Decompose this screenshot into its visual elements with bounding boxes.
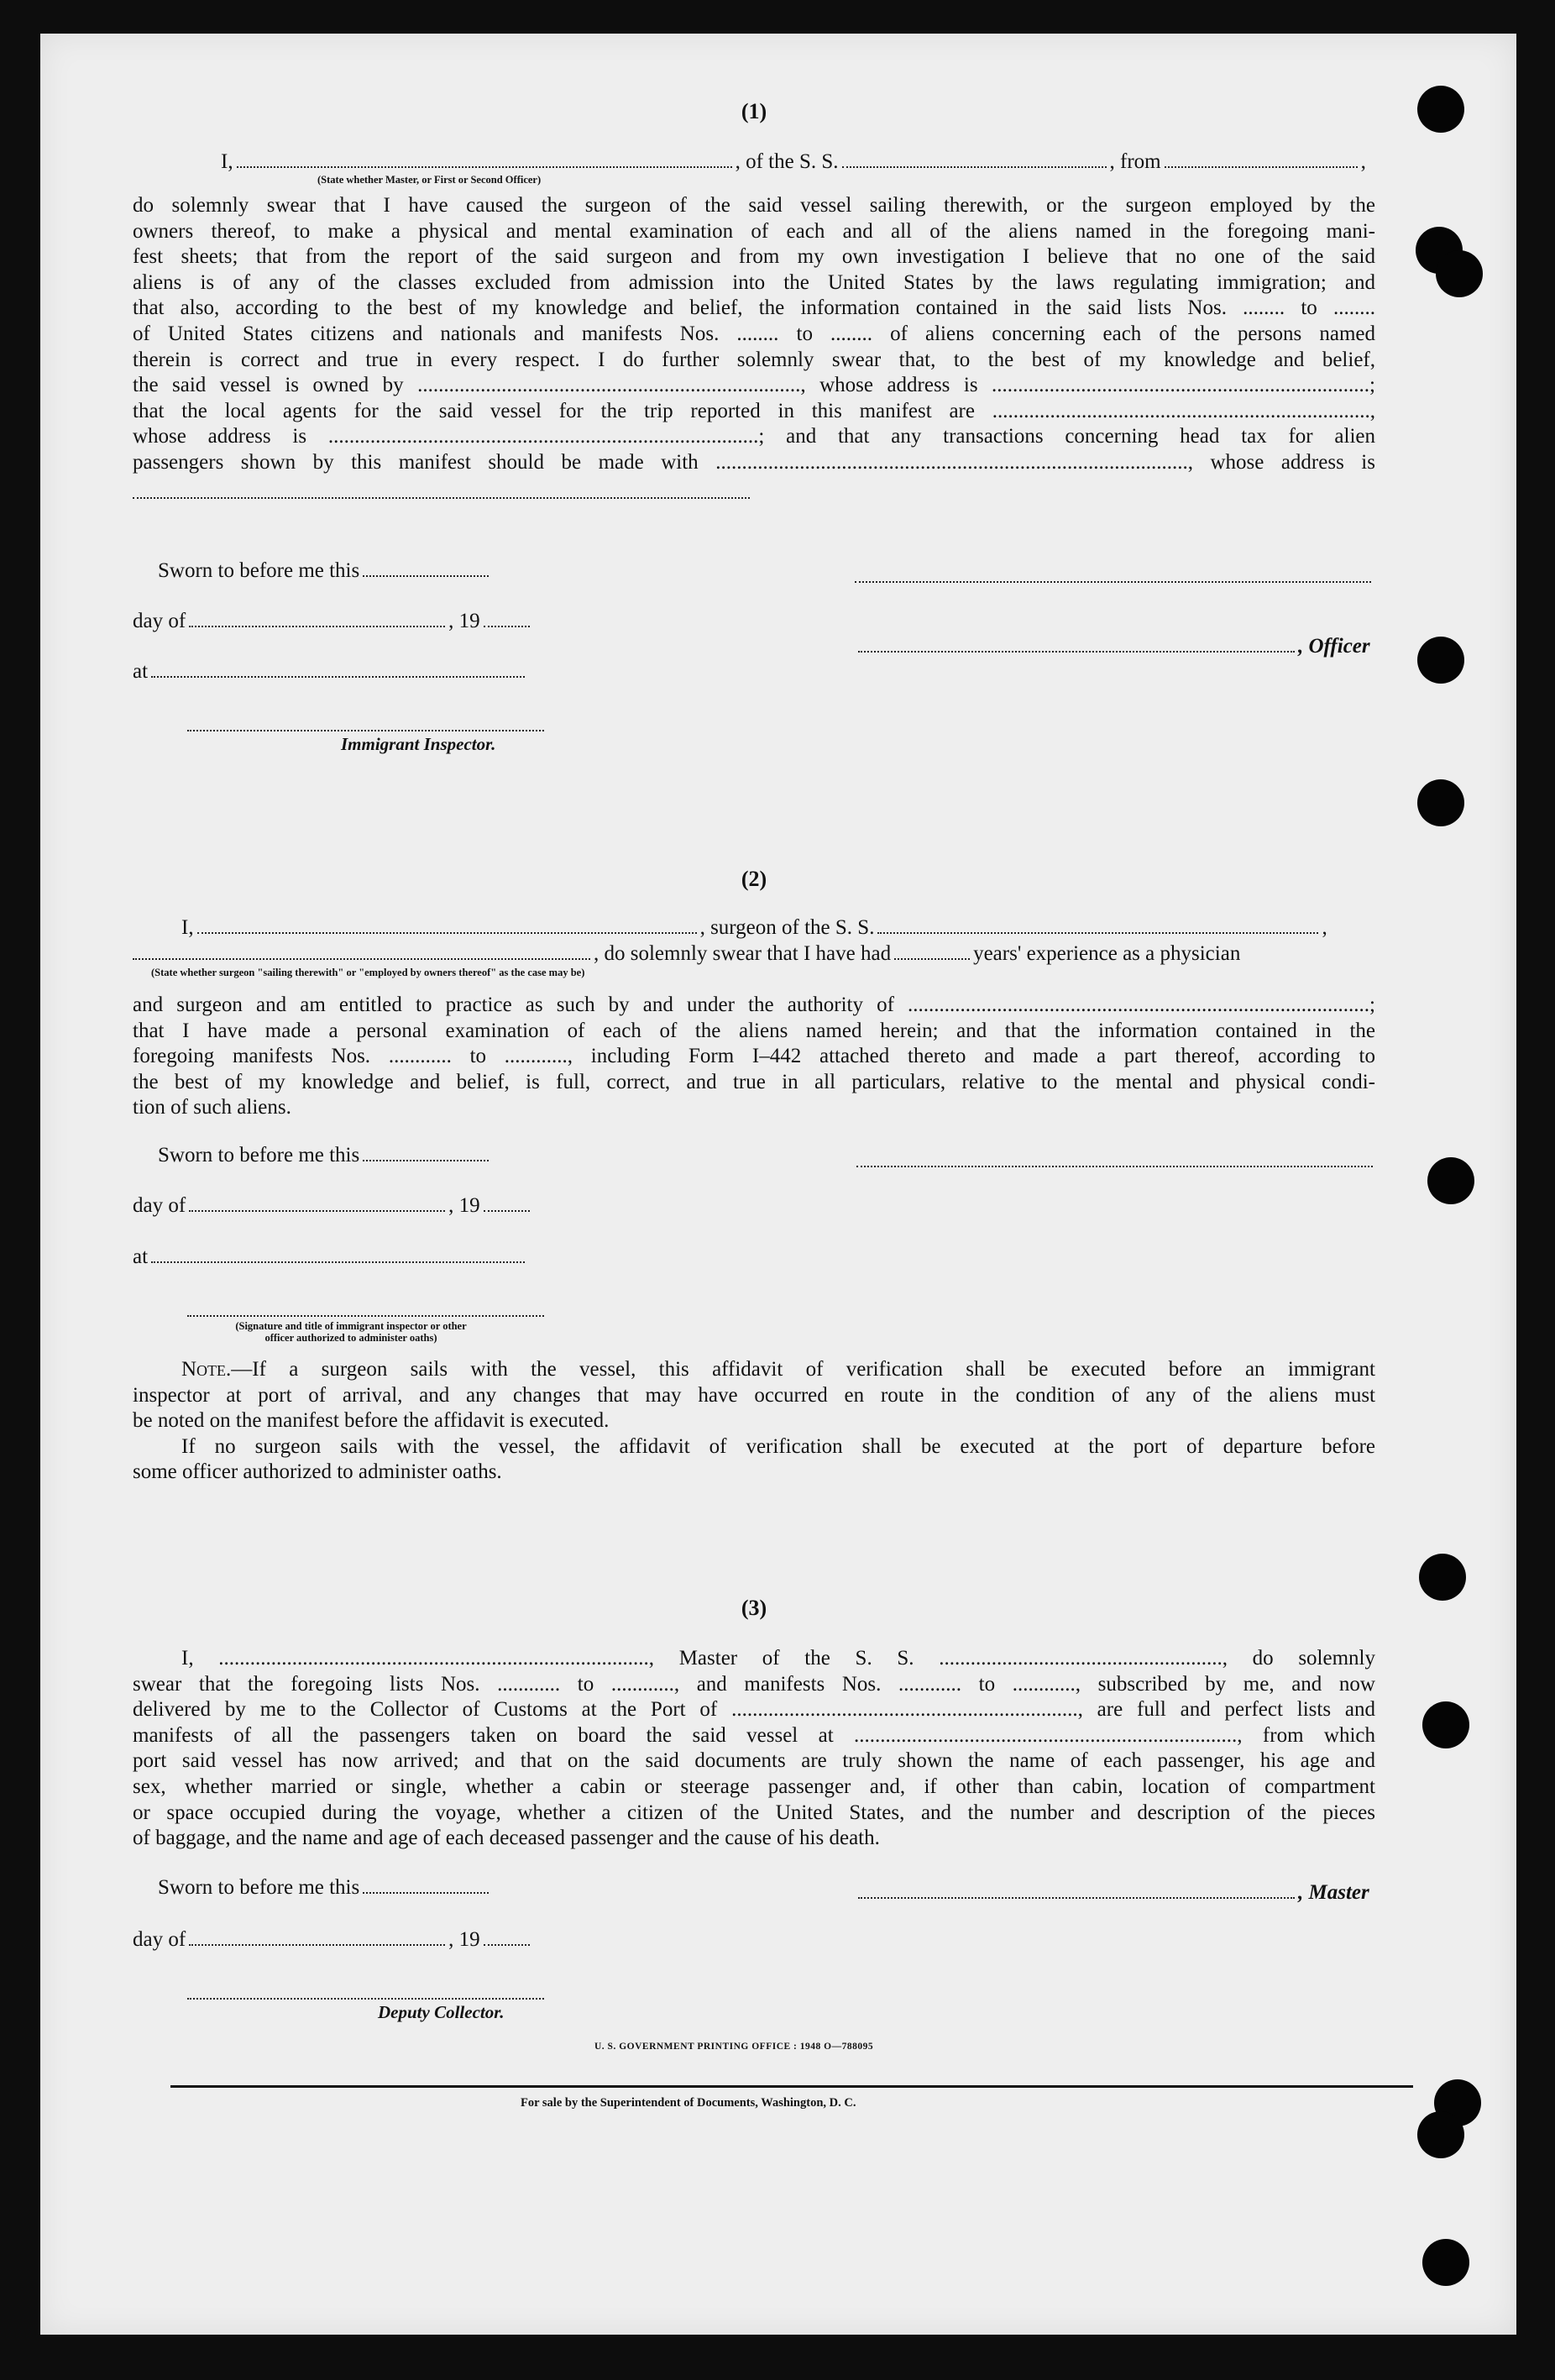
body-line: port said vessel has now arrived; and that on the said documents are truly shown the name of each passenger, his age and bbox=[133, 1749, 1375, 1773]
at-label: at bbox=[133, 660, 149, 683]
section-1-body bbox=[133, 193, 1375, 476]
body-line: foregoing manifests Nos. ............ to ............, including Form I–442 attached thereto and made a part thereof, according to bbox=[133, 1045, 1375, 1068]
inspector-signature-line[interactable] bbox=[187, 1315, 544, 1317]
note-line bbox=[133, 1357, 1375, 1383]
sworn-label: Sworn to before me this bbox=[158, 1876, 360, 1899]
body-line: aliens is of any of the classes excluded from admission into the United States by the laws regulating immigration; and bbox=[133, 270, 1375, 294]
body-line: swear that the foregoing lists Nos. ............ to ............, and manifests Nos. ............ to ............, subscribed by me, and now bbox=[133, 1672, 1375, 1696]
at-place-field[interactable] bbox=[151, 675, 525, 678]
address-continuation-field[interactable] bbox=[133, 497, 750, 499]
body-line: I, .................................................................................., Master of the S. S. ......................................................, do solemnly bbox=[181, 1647, 1375, 1670]
at-label: at bbox=[133, 1245, 149, 1268]
section-1-number: (1) bbox=[741, 99, 767, 123]
sworn-day-field[interactable] bbox=[363, 574, 489, 577]
note-text: If no surgeon sails with the vessel, the affidavit of verification shall be executed at the port of departure before bbox=[181, 1434, 1375, 1458]
body-line: sex, whether married or single, whether a cabin or steerage passenger and, if other than cabin, location of compartment bbox=[133, 1775, 1375, 1798]
section-2-number: (2) bbox=[741, 867, 767, 891]
body-line: manifests of all the passengers taken on board the said vessel at ........................................................................., from which bbox=[133, 1723, 1375, 1747]
punch-hole bbox=[1419, 1554, 1466, 1601]
section-2-line-1 bbox=[133, 915, 1375, 941]
body-line: owners thereof, to make a physical and mental examination of each and all of the aliens named in the foregoing mani- bbox=[133, 219, 1375, 243]
body-line: therein is correct and true in every respect. I do further solemnly swear that, to the best of my knowledge and belief, bbox=[133, 348, 1375, 371]
month-field[interactable] bbox=[189, 625, 445, 627]
body-line: and surgeon and am entitled to practice as such by and under the authority of ........................................................................................; bbox=[133, 993, 1375, 1016]
note-text: —If a surgeon sails with the vessel, this affidavit of verification shall be executed before an immigrant bbox=[231, 1358, 1375, 1381]
gpo-imprint: U. S. GOVERNMENT PRINTING OFFICE : 1948 O—788095 bbox=[594, 2042, 874, 2052]
section-2-sworn bbox=[158, 1144, 492, 1167]
note-line bbox=[133, 1434, 1375, 1460]
day-of-label: day of bbox=[133, 610, 186, 632]
punch-hole bbox=[1422, 2239, 1469, 2286]
body-line: that also, according to the best of my knowledge and belief, the information contained in the said lists Nos. ........ to ........ bbox=[133, 296, 1375, 320]
section-3-number: (3) bbox=[741, 1596, 767, 1620]
immigrant-inspector-caption: Immigrant Inspector. bbox=[341, 734, 496, 754]
deputy-collector-caption: Deputy Collector. bbox=[378, 2002, 505, 2022]
note-line: inspector at port of arrival, and any changes that may have occurred en route in the condition of any of the aliens must bbox=[133, 1383, 1375, 1407]
note-line: be noted on the manifest before the affidavit is executed. bbox=[133, 1409, 610, 1433]
officer-label: , Officer bbox=[1298, 635, 1370, 658]
section-3-dayof bbox=[133, 1928, 533, 1952]
officer-signature-line-1[interactable] bbox=[855, 581, 1371, 583]
section-3-master bbox=[855, 1881, 1369, 1905]
form-page bbox=[40, 34, 1516, 2335]
from-label: , from bbox=[1109, 150, 1161, 173]
punch-hole bbox=[1427, 1157, 1474, 1204]
punch-hole bbox=[1417, 2111, 1464, 2158]
surgeon-name-field[interactable] bbox=[197, 931, 697, 934]
body-line: do solemnly swear that I have caused the surgeon of the said vessel sailing therewith, or the surgeon employed by the bbox=[133, 194, 1375, 217]
years-experience-label: years' experience as a physician bbox=[973, 942, 1241, 965]
section-1-dayof bbox=[133, 610, 533, 633]
body-line: or space occupied during the voyage, whether a citizen of the United States, and the number and description of the pieces bbox=[133, 1801, 1375, 1824]
section-3-sworn bbox=[158, 1876, 492, 1900]
day-of-label: day of bbox=[133, 1928, 186, 1951]
section-2-body bbox=[133, 993, 1375, 1121]
comma: , bbox=[1322, 916, 1327, 939]
inspector-signature-line[interactable] bbox=[187, 730, 544, 731]
deputy-collector-signature-line[interactable] bbox=[187, 1998, 544, 2000]
surgeon-vessel-field[interactable] bbox=[877, 931, 1318, 934]
section-1-at bbox=[133, 660, 528, 684]
body-line: of baggage, and the name and age of each deceased passenger and the cause of his death. bbox=[133, 1827, 880, 1850]
month-field[interactable] bbox=[189, 1209, 445, 1212]
year-label: , 19 bbox=[448, 1194, 480, 1217]
punch-hole bbox=[1417, 637, 1464, 684]
footer-rule bbox=[170, 2085, 1413, 2088]
punch-hole bbox=[1436, 250, 1483, 297]
officer-signature-field[interactable] bbox=[858, 650, 1295, 653]
for-sale-notice: For sale by the Superintendent of Documents, Washington, D. C. bbox=[521, 2096, 856, 2110]
years-field[interactable] bbox=[894, 957, 970, 960]
section-2-at bbox=[133, 1245, 528, 1269]
body-line: of United States citizens and nationals and manifests Nos. ........ to ........ of aliens concerning each of the persons named bbox=[133, 322, 1375, 345]
year-field[interactable] bbox=[484, 1209, 530, 1212]
signature-title-caption: (Signature and title of immigrant inspector or other officer authorized to administer oaths) bbox=[235, 1320, 467, 1344]
opening-i: I, bbox=[181, 916, 194, 939]
body-line: whose address is ..................................................................................; and that any transactions concerning head tax for alien bbox=[133, 425, 1375, 448]
year-label: , 19 bbox=[448, 610, 480, 632]
body-line: that the local agents for the said vessel for the trip reported in this manifest are ........................................................................, bbox=[133, 399, 1375, 422]
sworn-day-field[interactable] bbox=[363, 1159, 489, 1161]
master-officer-note: (State whether Master, or First or Second Officer) bbox=[317, 174, 542, 186]
section-2-line-2 bbox=[133, 941, 1375, 967]
swear-label: , do solemnly swear that I have had bbox=[594, 942, 892, 965]
punch-hole bbox=[1422, 1701, 1469, 1748]
section-2-dayof bbox=[133, 1194, 533, 1218]
surgeon-type-note: (State whether surgeon "sailing therewith" or "employed by owners thereof" as the case may be) bbox=[151, 967, 585, 978]
section-1-opening-line bbox=[133, 149, 1375, 176]
opening-i: I, bbox=[221, 150, 233, 173]
from-port-field[interactable] bbox=[1165, 165, 1358, 168]
sworn-day-field[interactable] bbox=[363, 1891, 489, 1894]
vessel-name-field[interactable] bbox=[842, 165, 1107, 168]
section-3-body bbox=[133, 1646, 1375, 1852]
body-line: the best of my knowledge and belief, is full, correct, and true in all particulars, relative to the mental and physical condi- bbox=[133, 1070, 1375, 1093]
body-line: delivered by me to the Collector of Customs at the Port of .................................................................., are full and perfect lists and bbox=[133, 1698, 1375, 1722]
year-label: , 19 bbox=[448, 1928, 480, 1951]
of-ss-label: , of the S. S. bbox=[735, 150, 839, 173]
body-line: that I have made a personal examination of each of the aliens named herein; and that the information contained in the bbox=[133, 1019, 1375, 1042]
surgeon-of-ss-label: , surgeon of the S. S. bbox=[699, 916, 875, 939]
body-line: the said vessel is owned by ........................................................................., whose address is ........................................................................; bbox=[133, 374, 1375, 397]
note-label: Note. bbox=[181, 1358, 232, 1381]
body-line: tion of such aliens. bbox=[133, 1096, 291, 1119]
punch-hole bbox=[1417, 779, 1464, 826]
surgeon-type-field[interactable] bbox=[133, 957, 590, 960]
master-name-field[interactable] bbox=[237, 165, 732, 168]
punch-hole bbox=[1417, 86, 1464, 133]
month-field[interactable] bbox=[189, 1943, 445, 1946]
body-line: passengers shown by this manifest should be made with .........................................................................................., whose address is bbox=[133, 450, 1375, 474]
sworn-label: Sworn to before me this bbox=[158, 559, 360, 582]
note-line: some officer authorized to administer oaths. bbox=[133, 1460, 502, 1484]
year-field[interactable] bbox=[484, 1943, 530, 1946]
year-field[interactable] bbox=[484, 625, 530, 627]
day-of-label: day of bbox=[133, 1194, 186, 1217]
surgeon-signature-line[interactable] bbox=[856, 1166, 1373, 1167]
sworn-label: Sworn to before me this bbox=[158, 1144, 360, 1166]
master-label: , Master bbox=[1298, 1881, 1369, 1904]
at-place-field[interactable] bbox=[151, 1261, 525, 1263]
section-1-sworn bbox=[158, 559, 492, 583]
section-2-note bbox=[133, 1357, 1375, 1486]
body-line: fest sheets; that from the report of the said surgeon and from my own investigation I believe that no one of the said bbox=[133, 245, 1375, 269]
comma: , bbox=[1360, 150, 1366, 173]
section-1-officer bbox=[855, 635, 1370, 658]
master-signature-field[interactable] bbox=[858, 1896, 1295, 1899]
